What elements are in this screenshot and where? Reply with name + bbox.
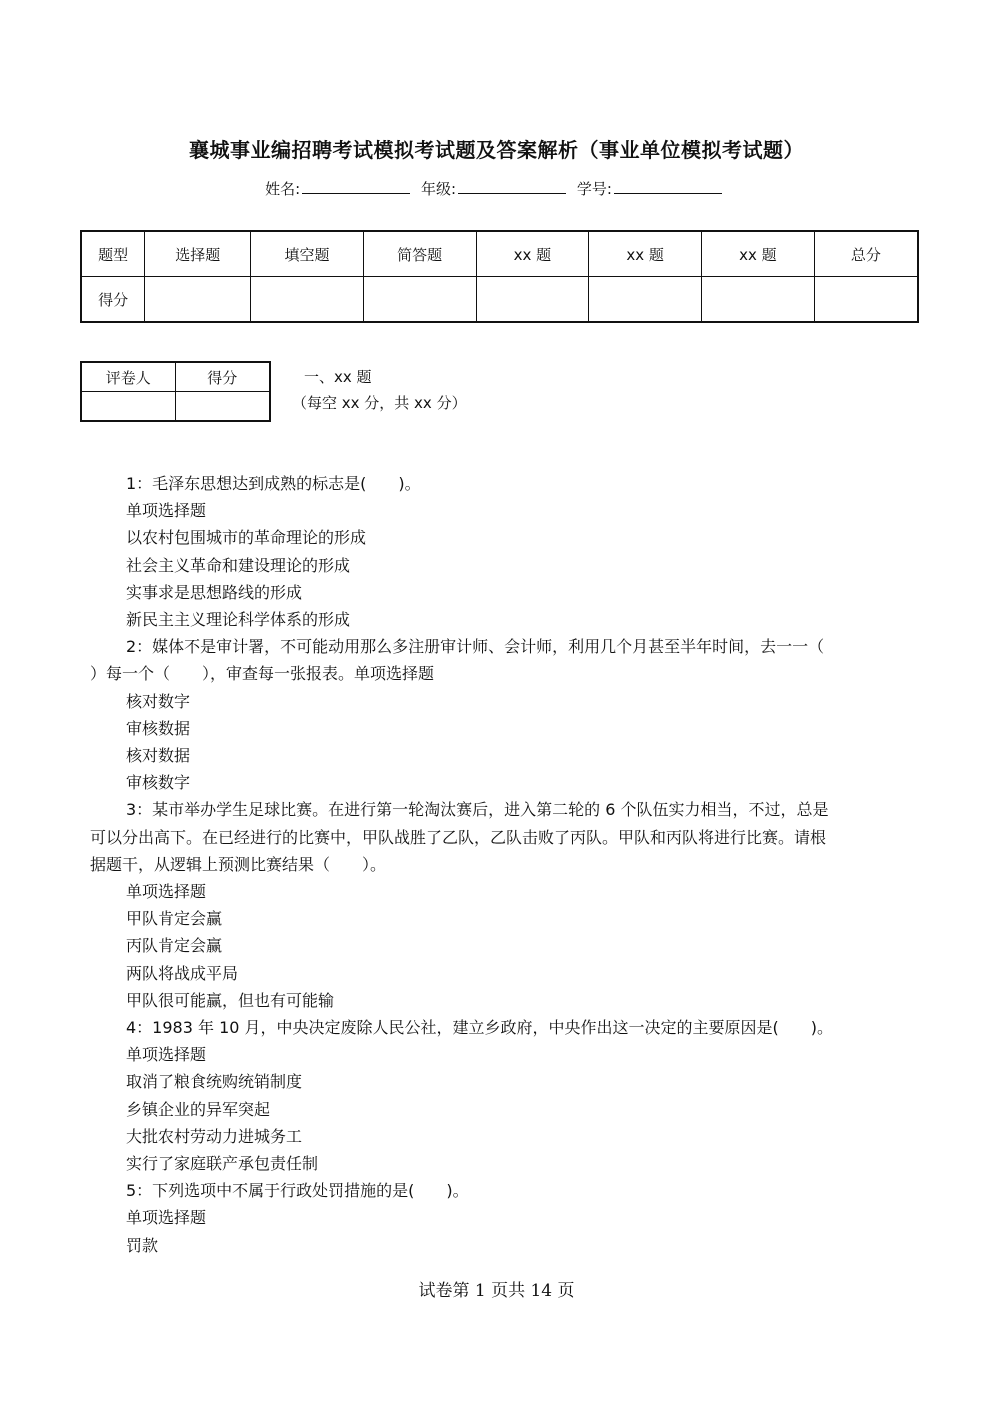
grader-header-row: [81, 362, 270, 392]
grader-blank-row: [81, 392, 270, 422]
question-text: 可以分出高下。在已经进行的比赛中，甲队战胜了乙队，乙队击败了丙队。甲队和丙队将进行比赛。请根: [90, 827, 827, 847]
id-blank: [614, 179, 722, 194]
option: 甲队肯定会赢: [126, 909, 223, 929]
option: 取消了粮食统购统销制度: [126, 1072, 303, 1092]
grader-cell: [175, 392, 270, 422]
score-cell: [363, 277, 476, 323]
option: 甲队很可能赢，但也有可能输: [126, 990, 335, 1010]
name-blank: [302, 179, 410, 194]
question-text: 4：1983 年 10 月，中央决定废除人民公社，建立乡政府，中央作出这一决定的主要原因是( )。: [126, 1018, 834, 1038]
grader-header-cell: 评卷人: [81, 362, 175, 392]
score-table-header-row: [81, 231, 918, 277]
questions-content: [90, 470, 900, 1259]
score-table-score-row: [81, 277, 918, 323]
option: 新民主主义理论科学体系的形成: [126, 610, 351, 630]
question-type: 单项选择题: [126, 882, 207, 902]
question-type: 单项选择题: [126, 1045, 207, 1065]
grade-label: 年级:: [420, 180, 457, 198]
name-label: 姓名:: [265, 180, 301, 198]
page-title: 襄城事业编招聘考试模拟考试题及答案解析（事业单位模拟考试题）: [189, 138, 804, 162]
question-type: 单项选择题: [126, 501, 207, 521]
score-cell: [251, 277, 364, 323]
score-row-label: 得分: [81, 277, 145, 323]
page-footer: 试卷第 1 页共 14 页: [418, 1281, 575, 1301]
score-header-cell: 填空题: [251, 231, 364, 277]
score-cell: [476, 277, 589, 323]
question-text: ）每一个（ ），审查每一张报表。单项选择题: [90, 664, 435, 684]
score-table: [80, 230, 919, 323]
option: 丙队肯定会赢: [126, 936, 223, 956]
grader-cell: [81, 392, 175, 422]
question-type: 单项选择题: [126, 1208, 207, 1228]
grader-header-cell: 得分: [175, 362, 270, 392]
score-header-cell: xx 题: [476, 231, 589, 277]
option: 罚款: [126, 1235, 159, 1255]
score-header-cell: xx 题: [701, 231, 814, 277]
option: 实事求是思想路线的形成: [126, 582, 303, 602]
question-text: 2：媒体不是审计署，不可能动用那么多注册审计师、会计师，利用几个月甚至半年时间，去一一（: [126, 637, 825, 657]
option: 审核数据: [126, 718, 191, 738]
question-text: 5：下列选项中不属于行政处罚措施的是( )。: [126, 1181, 469, 1201]
option: 社会主义革命和建设理论的形成: [126, 555, 351, 575]
option: 两队将战成平局: [126, 963, 239, 983]
option: 大批农村劳动力进城务工: [126, 1126, 303, 1146]
question-text: 3：某市举办学生足球比赛。在进行第一轮淘汰赛后，进入第二轮的 6 个队伍实力相当，不过，总是: [126, 800, 829, 820]
score-cell: [814, 277, 918, 323]
score-cell: [145, 277, 251, 323]
section-subheading: （每空 xx 分，共 xx 分）: [292, 394, 467, 412]
grader-table: [80, 361, 271, 422]
option: 核对数字: [126, 691, 191, 711]
section-heading: 一、xx 题: [304, 368, 372, 386]
option: 以农村包围城市的革命理论的形成: [126, 528, 367, 548]
score-header-cell: 题型: [81, 231, 145, 277]
option: 乡镇企业的异军突起: [126, 1099, 271, 1119]
score-cell: [589, 277, 702, 323]
score-header-cell: 选择题: [145, 231, 251, 277]
score-header-cell: 总分: [814, 231, 918, 277]
question-text: 1：毛泽东思想达到成熟的标志是( )。: [126, 474, 421, 493]
grade-blank: [458, 179, 566, 194]
id-label: 学号:: [576, 180, 612, 198]
score-header-cell: xx 题: [589, 231, 702, 277]
option: 审核数字: [126, 773, 191, 793]
question-text: 据题干，从逻辑上预测比赛结果（ ）。: [90, 854, 387, 874]
option: 核对数据: [126, 746, 191, 766]
score-cell: [701, 277, 814, 323]
score-header-cell: 简答题: [363, 231, 476, 277]
student-info-line: [0, 178, 993, 199]
option: 实行了家庭联产承包责任制: [126, 1154, 319, 1174]
